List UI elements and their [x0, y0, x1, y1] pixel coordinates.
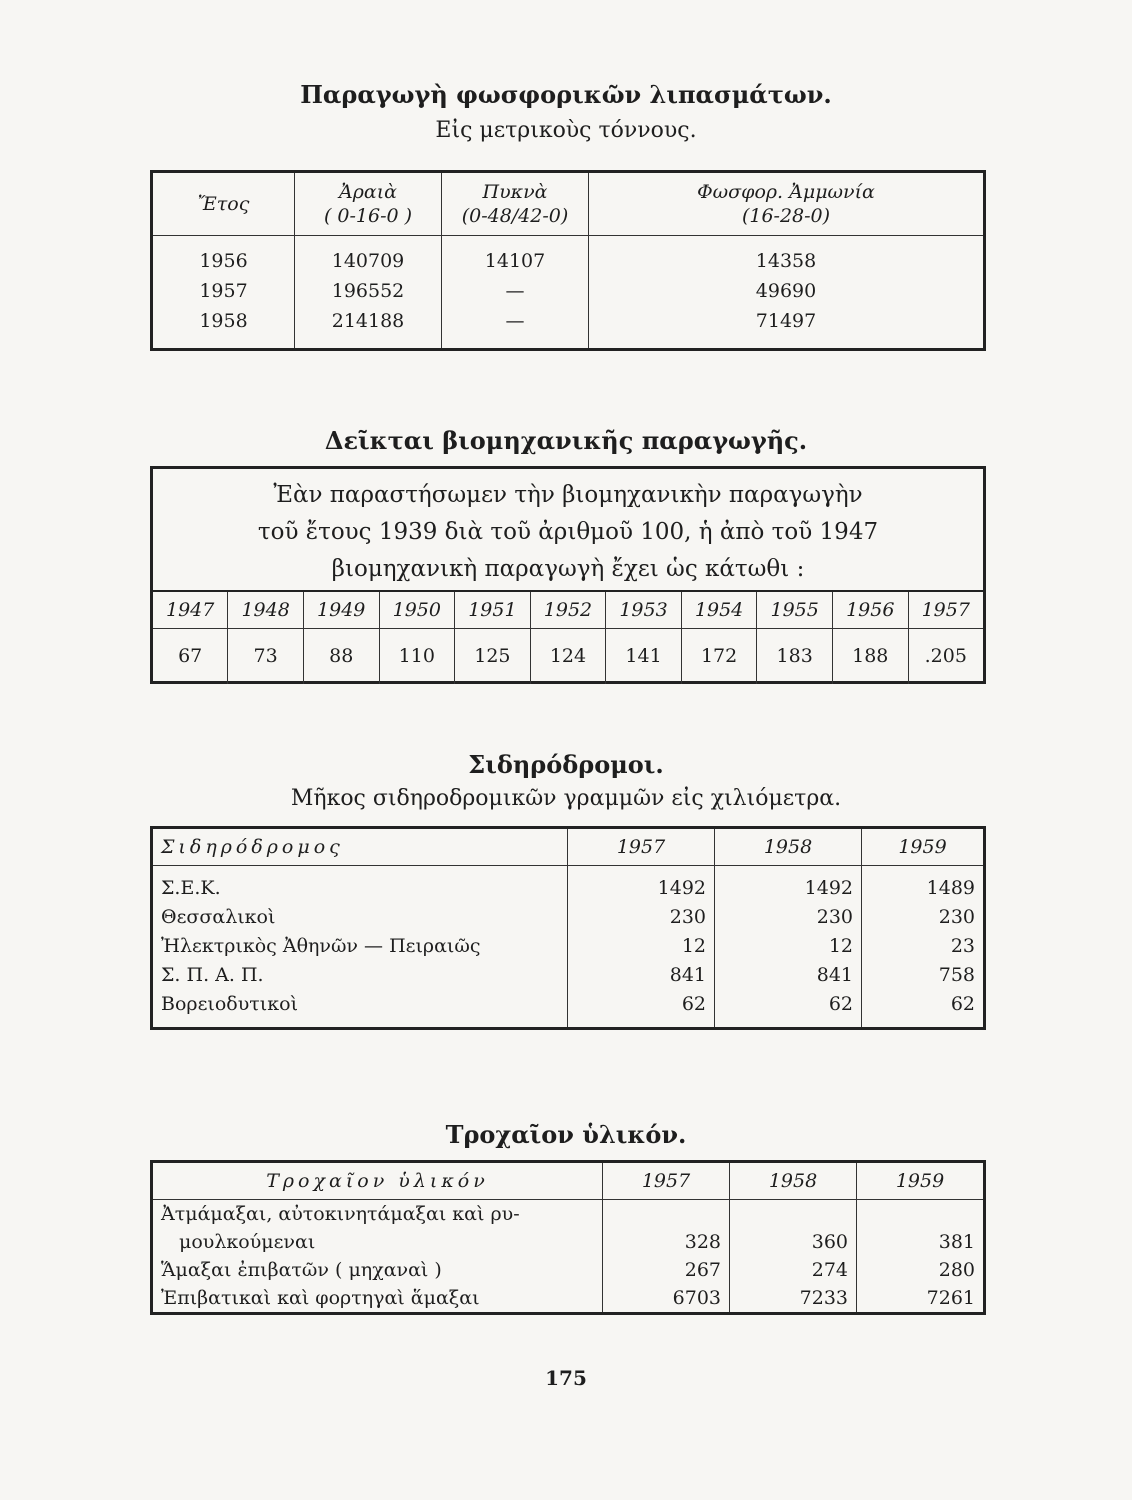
row-sparse: 196552 — [295, 276, 442, 306]
row-value: 381 — [857, 1228, 985, 1256]
index-year-cell: 1954 — [681, 592, 757, 628]
railway-length: 12 — [568, 932, 715, 961]
index-year-cell: 1948 — [228, 592, 304, 628]
index-value-cell: 188 — [832, 628, 908, 684]
table-row — [152, 932, 985, 961]
year-header: 1958 — [715, 828, 862, 866]
row-year: 1957 — [199, 279, 248, 302]
rolling-table — [150, 1160, 986, 1315]
phos-name: Φωσφορ. Ἀμμωνία — [697, 181, 875, 203]
sparse-name: Ἀραιὰ — [338, 181, 397, 203]
railways-subtitle: Μῆκος σιδηροδρομικῶν γραμμῶν εἰς χιλιόμετρα. — [290, 786, 842, 811]
railway-header: Σιδηρόδρομος — [161, 836, 344, 858]
row-dense: — — [442, 276, 589, 306]
sparse-code: ( 0-16-0 ) — [323, 205, 413, 227]
railway-length: 230 — [862, 903, 985, 932]
fertilizer-title: Παραγωγὴ φωσφορικῶν λιπασμάτων. — [300, 80, 832, 109]
row-label: Ἅμαξαι ἐπιβατῶν ( μηχαναὶ ) — [161, 1258, 442, 1281]
railway-length: 230 — [568, 903, 715, 932]
index-value-cell: 141 — [606, 628, 682, 684]
index-value-cell: 88 — [303, 628, 379, 684]
railway-name: Βορειοδυτικοὶ — [161, 993, 299, 1015]
row-phos: 49690 — [589, 276, 985, 306]
index-note-line1: Ἐὰν παραστήσωμεν τὴν βιομηχανικὴν παραγωγὴν — [273, 482, 863, 508]
index-year-cell: 1956 — [832, 592, 908, 628]
index-value-cell: .205 — [908, 628, 983, 684]
row-phos: 71497 — [589, 306, 985, 336]
row-phos: 14358 — [589, 246, 985, 276]
fertilizer-table — [150, 170, 986, 351]
row-value: 6703 — [603, 1284, 730, 1314]
row-dense: — — [442, 306, 589, 336]
index-table — [153, 592, 983, 684]
table-row — [152, 276, 985, 306]
table-row — [152, 1256, 985, 1284]
index-value-cell: 73 — [228, 628, 304, 684]
sparse-header — [295, 172, 442, 236]
railway-length: 1489 — [862, 874, 985, 903]
phos-code: (16-28-0) — [741, 205, 831, 227]
row-label: μουλκούμεναι — [179, 1230, 316, 1253]
index-note — [153, 469, 983, 592]
row-value: 274 — [730, 1256, 857, 1284]
table-row — [152, 306, 985, 336]
railway-length: 758 — [862, 961, 985, 990]
row-value: 280 — [857, 1256, 985, 1284]
index-year-cell: 1953 — [606, 592, 682, 628]
railway-length: 62 — [862, 990, 985, 1019]
railway-length: 841 — [715, 961, 862, 990]
index-year-cell: 1957 — [908, 592, 983, 628]
year-header: 1958 — [730, 1162, 857, 1200]
index-value-cell: 124 — [530, 628, 606, 684]
fertilizer-subtitle: Εἰς μετρικοὺς τόννους. — [435, 118, 697, 143]
row-value: 7261 — [857, 1284, 985, 1314]
row-label: Ἀτμάμαξαι, αὐτοκινητάμαξαι καὶ ρυ- — [161, 1202, 520, 1225]
dense-code: (0-48/42-0) — [461, 205, 569, 227]
railway-length: 1492 — [568, 874, 715, 903]
row-value: 7233 — [730, 1284, 857, 1314]
rolling-title: Τροχαῖον ὑλικόν. — [445, 1120, 687, 1149]
index-value-cell: 67 — [178, 645, 203, 668]
railway-length: 23 — [862, 932, 985, 961]
railway-length: 62 — [568, 990, 715, 1019]
dense-header — [442, 172, 589, 236]
railway-name: Ἠλεκτρικὸς Ἀθηνῶν — Πειραιῶς — [161, 935, 481, 957]
phos-header — [589, 172, 985, 236]
index-box — [150, 466, 986, 684]
railway-length: 230 — [715, 903, 862, 932]
railway-length: 12 — [715, 932, 862, 961]
row-year: 1958 — [199, 309, 248, 332]
railway-name: Σ. Π. Α. Π. — [161, 964, 264, 986]
table-row — [152, 961, 985, 990]
index-year-cell: 1951 — [455, 592, 531, 628]
railway-length: 1492 — [715, 874, 862, 903]
railways-table — [150, 826, 986, 1030]
year-header: 1959 — [862, 828, 985, 866]
index-note-line2: τοῦ ἔτους 1939 διὰ τοῦ ἀριθμοῦ 100, ἡ ἀπὸ τοῦ 1947 — [257, 519, 879, 545]
year-header: 1959 — [857, 1162, 985, 1200]
row-year: 1956 — [199, 249, 248, 272]
railways-title: Σιδηρόδρομοι. — [468, 750, 664, 779]
year-header: 1957 — [603, 1162, 730, 1200]
row-value: 360 — [730, 1228, 857, 1256]
railway-name: Σ.Ε.Κ. — [161, 877, 221, 899]
table-row — [152, 1284, 985, 1314]
index-year-cell: 1949 — [303, 592, 379, 628]
row-sparse: 140709 — [295, 246, 442, 276]
table-row — [152, 990, 985, 1019]
table-row — [152, 246, 985, 276]
row-value: 328 — [603, 1228, 730, 1256]
index-title: Δεῖκται βιομηχανικῆς παραγωγῆς. — [324, 426, 808, 455]
index-value-cell: 183 — [757, 628, 833, 684]
table-row — [152, 1200, 985, 1228]
table-row — [152, 1228, 985, 1256]
row-label: Ἐπιβατικαὶ καὶ φορτηγαὶ ἅμαξαι — [161, 1286, 480, 1309]
railway-length: 841 — [568, 961, 715, 990]
index-value-cell: 110 — [379, 628, 455, 684]
table-row — [152, 903, 985, 932]
row-sparse: 214188 — [295, 306, 442, 336]
index-value-cell: 172 — [681, 628, 757, 684]
year-header: Ἔτος — [197, 193, 250, 215]
index-year-cell: 1947 — [153, 592, 228, 628]
index-year-cell: 1955 — [757, 592, 833, 628]
dense-name: Πυκνὰ — [482, 181, 548, 203]
year-header: 1957 — [568, 828, 715, 866]
index-year-cell: 1952 — [530, 592, 606, 628]
table-row — [152, 874, 985, 903]
railway-name: Θεσσαλικοὶ — [161, 906, 276, 928]
rolling-header: Τροχαῖον ὑλικόν — [266, 1170, 489, 1192]
page-number: 175 — [545, 1366, 587, 1390]
row-dense: 14107 — [442, 246, 589, 276]
index-value-cell: 125 — [455, 628, 531, 684]
railway-length: 62 — [715, 990, 862, 1019]
index-note-line3: βιομηχανικὴ παραγωγὴ ἔχει ὡς κάτωθι : — [331, 556, 805, 582]
index-year-cell: 1950 — [379, 592, 455, 628]
row-value: 267 — [603, 1256, 730, 1284]
